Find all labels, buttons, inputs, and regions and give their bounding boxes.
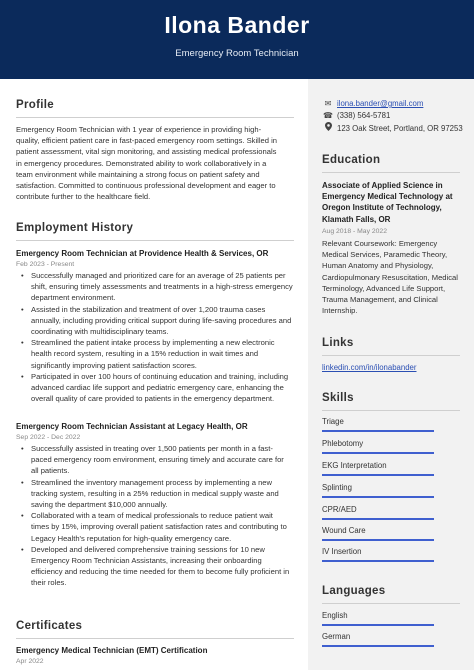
skill-bar-fill [322,474,434,476]
skill-bar-fill [322,518,434,520]
candidate-title: Emergency Room Technician [175,48,299,59]
skill-label: EKG Interpretation [322,461,387,470]
contact-phone [322,110,390,122]
skills-divider [322,410,460,411]
profile-text: Emergency Room Technician with 1 year of experience in providing high-quality, efficient patient care in fast-paced emergency room settings. Skilled in patient assessment, vital sign monitoring, and assisting medical professionals in emergency procedures. Demonstrated ability to work collaboratively in a team environment while maintaining a strong focus on patient safety and satisfaction. Committed to continuous professional development and eager to contribute further to the healthcare field. [16,125,277,202]
languages-divider [322,603,460,604]
language-bar [322,645,434,647]
language-bar-fill [322,624,434,626]
skill-bar [322,430,434,432]
job-title: Emergency Room Technician Assistant at Legacy Health, OR [16,422,248,431]
skill-label: Phlebotomy [322,439,364,448]
education-heading: Education [322,154,381,166]
linkedin-link[interactable]: linkedin.com/in/ilonabander [322,363,417,372]
list-item: • Streamlined the patient intake process by implementing a new electronic health record system, resulting in a 15% reduction in wait times and significantly improving patient satisfaction scores. [21,337,293,371]
languages-heading: Languages [322,585,386,597]
links-heading: Links [322,337,354,349]
job-bullets [21,270,293,404]
skill-label: Splinting [322,483,352,492]
profile-divider [16,117,294,118]
skill-bar [322,474,434,476]
education-dates: Aug 2018 - May 2022 [322,228,387,235]
education-degree: Associate of Applied Science in Emergency Medical Technology at Oregon Institute of Technology, Klamath Falls, OR [322,181,453,224]
education-divider [322,172,460,173]
sidebar-column [308,79,474,670]
skill-bar-fill [322,452,434,454]
skill-bar-fill [322,496,434,498]
list-item: • Assisted in the stabilization and treatment of over 1,200 trauma cases annually, including providing critical support during life-saving procedures and coordinating with multidisciplinary teams. [21,304,293,338]
job-title: Emergency Room Technician at Providence Health & Services, OR [16,249,269,258]
certificate-date: Apr 2022 [16,658,44,665]
job-bullets [21,443,293,589]
resume-header [0,0,474,79]
candidate-name: Ilona Bander [164,12,310,38]
job-dates: Sep 2022 - Dec 2022 [16,434,81,441]
skill-bar [322,539,434,541]
certificates-heading: Certificates [16,620,83,632]
list-item: • Developed and delivered comprehensive training sessions for 10 new Emergency Room Technician Assistants, increasing their onboarding efficiency and reducing the time needed for them to become fully proficient in their roles. [21,544,293,589]
list-item: • Successfully assisted in treating over 1,500 patients per month in a fast-paced emergency room environment, ensuring timely and accurate care for all patients. [21,443,293,477]
contact-address [322,122,463,134]
skill-bar-fill [322,539,434,541]
education-coursework: Relevant Coursework: Emergency Medical Services, Paramedic Theory, Human Anatomy and Physiology, Cardiopulmonary Resuscitation, Medical Terminology, Advanced Life Support, Trauma Management, and Clinical Internship. [322,239,458,316]
language-bar [322,624,434,626]
envelope-icon: ✉ [324,99,332,108]
phone-text: (338) 564-5781 [337,111,391,120]
location-pin-icon [322,122,334,135]
employment-heading: Employment History [16,222,134,234]
certificate-title: Emergency Medical Technician (EMT) Certification [16,646,208,655]
address-text: 123 Oak Street, Portland, OR 97253 [337,124,463,133]
skill-bar [322,560,434,562]
certificates-divider [16,638,294,639]
skill-bar [322,452,434,454]
skill-bar [322,518,434,520]
linkedin-row [322,362,417,374]
phone-icon: ☎ [323,111,333,120]
language-bar-fill [322,645,434,647]
skill-bar [322,496,434,498]
links-divider [322,355,460,356]
profile-heading: Profile [16,99,54,111]
list-item: • Successfully managed and prioritized care for an average of 25 patients per shift, ensuring timely assessments and treatments in a high-stress emergency department environment. [21,270,293,304]
skill-label: IV Insertion [322,547,362,556]
email-link[interactable]: ilona.bander@gmail.com [337,99,424,108]
job-dates: Feb 2023 - Present [16,261,75,268]
skill-label: CPR/AED [322,505,357,514]
skill-label: Triage [322,417,344,426]
skill-bar-fill [322,430,434,432]
contact-email [322,98,423,110]
skills-heading: Skills [322,392,354,404]
list-item: • Collaborated with a team of medical professionals to reduce patient wait times by 15%, improving overall patient satisfaction rates and contributing to Legacy Health's reputation for high-quality emergency care. [21,510,293,544]
list-item: • Streamlined the inventory management process by implementing a new tracking system, resulting in a 25% reduction in medical supply waste and saving the department $10,000 annually. [21,477,293,511]
skill-bar-fill [322,560,434,562]
language-label: German [322,632,351,641]
employment-divider [16,240,294,241]
language-label: English [322,611,348,620]
list-item: • Participated in over 100 hours of continuing education and training, including advanced cardiac life support and pediatric emergency care, enhancing the overall quality of care provided to patients in the emergency department. [21,371,293,405]
skill-label: Wound Care [322,526,366,535]
